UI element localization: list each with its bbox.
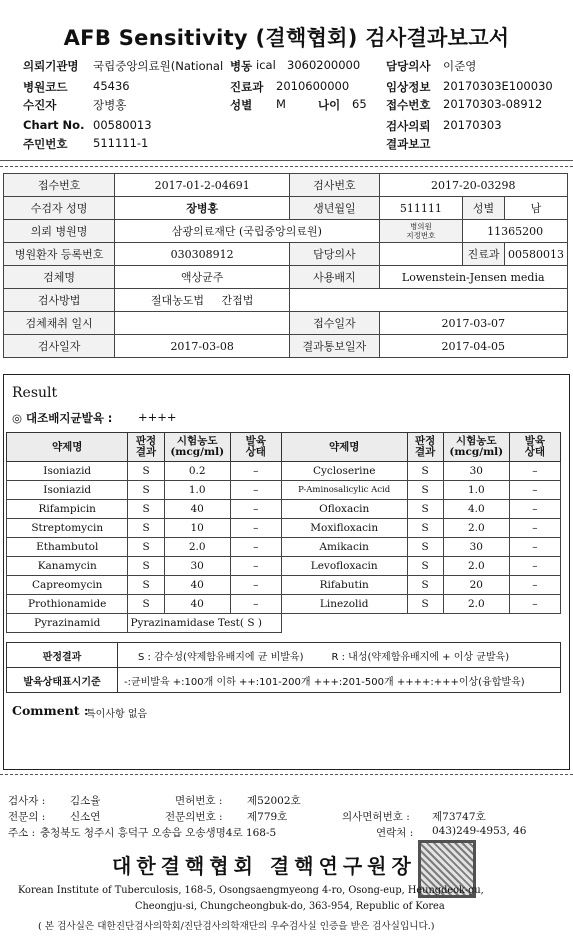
doctor-license-label: 의사면허번호 : [342, 811, 410, 823]
drug-name: P-Aminosalicylic Acid [281, 481, 407, 500]
cell-value: 2017-03-07 [379, 312, 568, 335]
cell-label: 검사방법 [4, 289, 115, 312]
cell-value: 액상균주 [115, 266, 290, 289]
chart-value: 00580013 [93, 118, 152, 132]
cell-value: 11365200 [463, 220, 568, 243]
cell-label: 의뢰 병원명 [4, 220, 115, 243]
cell-value: 00580013 [504, 243, 567, 266]
cell-label [379, 220, 463, 243]
column-header-judge [128, 433, 164, 462]
header-line: (mcg/ml) [170, 446, 225, 458]
column-header-growth [509, 433, 560, 462]
header-line: 판정 [135, 435, 157, 447]
table-header-row [7, 433, 561, 462]
doctor-value: 이준영 [443, 59, 477, 73]
rrn-label: 주민번호 [23, 137, 68, 151]
drug-growth: – [230, 481, 281, 500]
judge-legend-value [118, 643, 561, 668]
drug-concentration: 20 [443, 576, 509, 595]
age-value: 65 [352, 97, 367, 111]
comment-value: 특이사항 없음 [86, 709, 148, 720]
judge-legend-s: S : 감수성(약제함유배지에 균 비발육) [138, 651, 304, 663]
table-row [4, 266, 568, 289]
cell-value [379, 243, 463, 266]
sex-value: M [276, 97, 286, 111]
cell-value: 511111 [379, 197, 463, 220]
table-row [7, 481, 561, 500]
drug-concentration: 2.0 [443, 557, 509, 576]
contact-label: 연락처 : [376, 827, 414, 839]
drug-growth: – [509, 462, 560, 481]
drug-result: S [128, 519, 164, 538]
organization-name: 대한결핵협회 결핵연구원장 [112, 854, 416, 878]
specialist-number-value: 제779호 [247, 811, 288, 823]
pyrazinamidase-result: Pyrazinamidase Test( S ) [128, 614, 281, 633]
cell-label: 접수일자 [290, 312, 379, 335]
drug-concentration: 30 [443, 462, 509, 481]
drug-name: Isoniazid [7, 462, 128, 481]
drug-growth: – [509, 557, 560, 576]
drug-result: S [407, 576, 443, 595]
column-header-judge [407, 433, 443, 462]
specimen-info-table [3, 173, 568, 358]
drug-name: Prothionamide [7, 595, 128, 614]
table-row [7, 595, 561, 614]
column-header-growth [230, 433, 281, 462]
drug-name: Ofloxacin [281, 500, 407, 519]
drug-result: S [128, 576, 164, 595]
drug-concentration: 0.2 [164, 462, 230, 481]
cell-value: 2017-04-05 [379, 335, 568, 358]
cell-value: 030308912 [115, 243, 290, 266]
drug-result: S [128, 538, 164, 557]
header-line: 발육 [245, 435, 266, 447]
drug-concentration: 30 [443, 538, 509, 557]
ward-code-label: 병원코드 [23, 80, 68, 94]
header-line: 결과 [135, 446, 157, 458]
divider [0, 166, 573, 168]
cell-label: 진료과 [463, 243, 505, 266]
comment-label: Comment : [12, 703, 89, 718]
ward-code-value: 45436 [93, 79, 130, 93]
table-row [7, 462, 561, 481]
cell-label: 결과통보일자 [290, 335, 379, 358]
drug-concentration: 2.0 [443, 519, 509, 538]
sex-label: 성별 [230, 98, 253, 112]
rrn-value: 511111-1 [93, 136, 149, 150]
organization-address-en-2: Cheongju-si, Chungcheongbuk-do, 363-954, Republic of Korea [135, 901, 445, 912]
cell-value: 장병홍 [115, 197, 290, 220]
cell-label: 검사일자 [4, 335, 115, 358]
institution-code-label: 병동 [230, 59, 253, 73]
drug-growth: – [509, 538, 560, 557]
growth-legend-label: 발육상태표시기준 [7, 668, 118, 693]
cell-value [115, 312, 290, 335]
drug-growth: – [230, 595, 281, 614]
drug-concentration: 30 [164, 557, 230, 576]
cell-label: 검사번호 [290, 174, 379, 197]
license-value: 제52002호 [247, 795, 301, 807]
drug-concentration: 4.0 [443, 500, 509, 519]
age-label: 나이 [318, 98, 341, 112]
drug-result: S [407, 595, 443, 614]
drug-growth: – [509, 500, 560, 519]
table-row [7, 576, 561, 595]
patient-value: 장병홍 [93, 98, 127, 112]
clinical-label: 임상정보 [386, 80, 431, 94]
address-value: 충청북도 청주시 흥덕구 오송읍 오송생명4로 168-5 [40, 827, 277, 839]
receipt-label: 접수번호 [386, 98, 431, 112]
cell-label: 사용배지 [290, 266, 379, 289]
drug-growth: – [230, 462, 281, 481]
drug-result: S [128, 595, 164, 614]
dept-label: 진료과 [230, 80, 264, 94]
cell-label: 생년월일 [290, 197, 379, 220]
result-title: Result [12, 385, 58, 401]
chart-label: Chart No. [23, 118, 85, 132]
institution-value: 국립중앙의료원(National [93, 59, 224, 73]
table-row [4, 220, 568, 243]
institution-label: 의뢰기관명 [23, 59, 79, 73]
drug-result: S [407, 462, 443, 481]
table-row [7, 538, 561, 557]
table-row [7, 557, 561, 576]
drug-name: Amikacin [281, 538, 407, 557]
drug-name: Isoniazid [7, 481, 128, 500]
drug-name: Ethambutol [7, 538, 128, 557]
drug-name: Rifampicin [7, 500, 128, 519]
drug-result: S [128, 481, 164, 500]
drug-concentration: 40 [164, 595, 230, 614]
examiner-label: 검사자 : [8, 795, 46, 807]
column-header-conc [443, 433, 509, 462]
drug-growth: – [230, 557, 281, 576]
growth-legend-value: -:균비발육 +:100개 이하 ++:101-200개 +++:201-500개 ++++:+++이상(융합발육) [118, 668, 561, 693]
organization-address-en: Korean Institute of Tuberculosis, 168-5, Osongsaengmyeong 4-ro, Osong-eup, Heungdeok-gu, [18, 885, 484, 896]
address-label: 주소 : [8, 827, 36, 839]
drug-name: Capreomycin [7, 576, 128, 595]
table-row [7, 500, 561, 519]
table-row [4, 243, 568, 266]
drug-sensitivity-table [6, 432, 561, 633]
table-row [7, 614, 561, 633]
cell-label: 수검자 성명 [4, 197, 115, 220]
drug-result: S [407, 519, 443, 538]
doctor-label: 담당의사 [386, 59, 431, 73]
cell-label: 병원환자 등록번호 [4, 243, 115, 266]
table-row [4, 335, 568, 358]
receipt-value: 20170303-08912 [443, 97, 543, 111]
column-header-drug: 약제명 [7, 433, 128, 462]
institution-code-value: 3060200000 [287, 58, 361, 72]
cell-label-line: 병의원 [409, 222, 432, 231]
drug-growth: – [509, 481, 560, 500]
cell-value: Lowenstein-Jensen media [379, 266, 568, 289]
control-growth-label: ◎ 대조배지균발육 : [12, 411, 113, 425]
drug-concentration: 10 [164, 519, 230, 538]
legend-table [6, 642, 561, 693]
cell-value: 2017-20-03298 [379, 174, 568, 197]
drug-growth: – [230, 576, 281, 595]
header-line: 판정 [415, 435, 436, 447]
examiner-value: 김소율 [70, 795, 101, 807]
drug-name: Pyrazinamid [7, 614, 128, 633]
judge-legend-label: 판정결과 [7, 643, 118, 668]
drug-concentration: 40 [164, 576, 230, 595]
cell-value: 2017-01-2-04691 [115, 174, 290, 197]
license-label: 면허번호 : [175, 795, 223, 807]
method-absolute: 절대농도법 [150, 294, 205, 307]
method-indirect: 간접법 [221, 294, 254, 307]
divider [0, 160, 573, 161]
drug-concentration: 1.0 [164, 481, 230, 500]
cell-value: 남 [504, 197, 567, 220]
cell-label: 검체채취 일시 [4, 312, 115, 335]
drug-name: Streptomycin [7, 519, 128, 538]
specialist-number-label: 전문의번호 : [165, 811, 223, 823]
header-line: (mcg/ml) [449, 446, 504, 458]
request-value: 20170303 [443, 118, 502, 132]
drug-name: Rifabutin [281, 576, 407, 595]
clinical-value: 20170303E100030 [443, 79, 553, 93]
request-label: 검사의뢰 [386, 119, 431, 133]
table-row [4, 197, 568, 220]
report-title: AFB Sensitivity (결핵협회) 검사결과보고서 [63, 26, 510, 50]
report-label: 결과보고 [386, 137, 431, 151]
table-row [4, 174, 568, 197]
drug-result: S [407, 538, 443, 557]
drug-name: Linezolid [281, 595, 407, 614]
table-row [7, 668, 561, 693]
divider [0, 774, 573, 776]
drug-growth: – [509, 576, 560, 595]
header-line: 시험농도 [456, 435, 497, 447]
drug-result: S [407, 481, 443, 500]
judge-legend-r: R : 내성(약제함유배지에 + 이상 균발육) [331, 651, 510, 663]
table-row [7, 519, 561, 538]
drug-concentration: 2.0 [164, 538, 230, 557]
cell-label: 검체명 [4, 266, 115, 289]
cell-empty [290, 289, 568, 312]
header-line: 상태 [245, 446, 266, 458]
cell-empty [281, 614, 560, 633]
specialist-label: 전문의 : [8, 811, 46, 823]
drug-result: S [407, 557, 443, 576]
cell-label: 성별 [463, 197, 505, 220]
column-header-drug: 약제명 [281, 433, 407, 462]
drug-name: Cycloserine [281, 462, 407, 481]
drug-concentration: 40 [164, 500, 230, 519]
cell-label: 담당의사 [290, 243, 379, 266]
doctor-license-value: 제73747호 [432, 811, 486, 823]
drug-result: S [128, 500, 164, 519]
header-line: 시험농도 [176, 435, 218, 447]
drug-result: S [407, 500, 443, 519]
institution-overflow: ical [256, 58, 276, 72]
header-line: 상태 [524, 446, 546, 458]
table-row [7, 643, 561, 668]
header-line: 결과 [415, 446, 436, 458]
drug-name: Levofloxacin [281, 557, 407, 576]
drug-name: Moxifloxacin [281, 519, 407, 538]
certification-notice: ( 본 검사실은 대한진단검사의학회/진단검사의학재단의 우수검사실 인증을 받은 검사실입니다.) [38, 921, 435, 932]
cell-label: 접수번호 [4, 174, 115, 197]
cell-value: 2017-03-08 [115, 335, 290, 358]
contact-value: 043)249-4953, 46 [432, 825, 527, 837]
drug-result: S [128, 557, 164, 576]
drug-growth: – [509, 519, 560, 538]
control-growth-value: ++++ [138, 410, 177, 424]
drug-growth: – [230, 538, 281, 557]
column-header-conc [164, 433, 230, 462]
drug-concentration: 1.0 [443, 481, 509, 500]
drug-growth: – [509, 595, 560, 614]
drug-name: Kanamycin [7, 557, 128, 576]
cell-value [115, 289, 290, 312]
specialist-value: 신소연 [70, 811, 101, 823]
patient-label: 수진자 [23, 98, 57, 112]
cell-label-line: 지정번호 [406, 231, 436, 240]
table-row [4, 289, 568, 312]
drug-result: S [128, 462, 164, 481]
cell-value: 삼광의료재단 (국립중앙의료원) [115, 220, 379, 243]
drug-growth: – [230, 519, 281, 538]
table-row [4, 312, 568, 335]
header-line: 발육 [524, 435, 546, 447]
dept-value: 2010600000 [276, 79, 350, 93]
drug-concentration: 2.0 [443, 595, 509, 614]
drug-growth: – [230, 500, 281, 519]
